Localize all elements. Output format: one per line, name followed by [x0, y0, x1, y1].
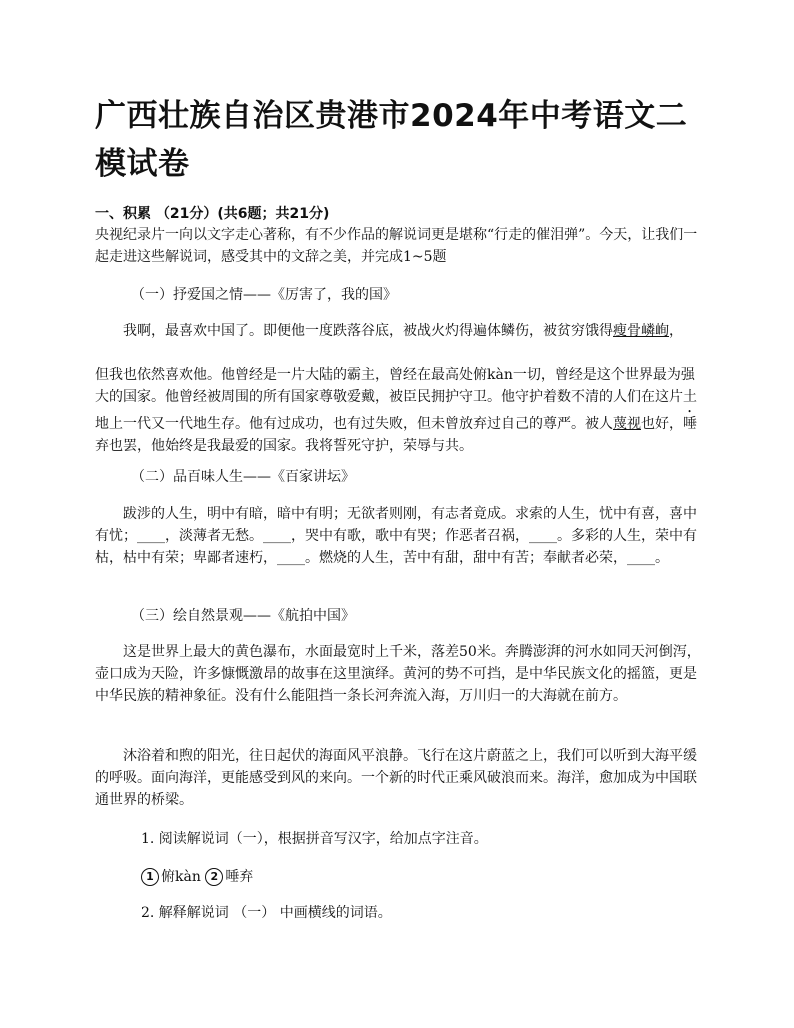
- circle-number-2: 2: [205, 868, 223, 886]
- part3-heading: （三）绘自然景观——《航拍中国》: [131, 608, 355, 624]
- part1-paragraph2: [95, 364, 703, 457]
- part1-text-c: 但我也依然喜欢他。他曾经是一片大陆的霸主，曾经在最高处俯kàn一切，曾经是这个世界最为强大的国家。他曾经被周围的所有国家尊敬爱戴，被臣民拥护守卫。他守护着数不清的人们在这片土地上一代又一代地生存。他有过成功，也有过失败，但未曾放弃过自己的尊严。被人: [95, 367, 697, 432]
- part2-paragraph: 跋涉的人生，明中有暗，暗中有明；无欲者则刚，有志者竟成。求索的人生，忧中有喜，喜中有忧；____，淡薄者无愁。____，哭中有歌，歌中有哭；作恶者召祸，____。多彩的人生，荣中有枯，枯中有荣；卑鄙者速朽，____。燃烧的人生，苦中有甜，甜中有苦；奉献者必荣，____。: [95, 506, 697, 566]
- underlined-word-1: 瘦骨嶙峋: [613, 323, 669, 339]
- part1-text-b: ，: [669, 323, 683, 339]
- part1-text-d: 也好，: [641, 416, 683, 432]
- part3-paragraph2: 沐浴着和煦的阳光，往日起伏的海面风平浪静。飞行在这片蔚蓝之上，我们可以听到大海平缓的呼吸。面向海洋，更能感受到风的来向。一个新的时代正乘风破浪而来。海洋，愈加成为中国联通世界的桥梁。: [95, 748, 697, 808]
- underlined-word-2: 蔑视: [613, 416, 641, 432]
- item-1-text: 俯kàn: [161, 869, 201, 885]
- part1-text-a: 我啊，最喜欢中国了。即便他一度跌落谷底，被战火灼得遍体鳞伤，被贫穷饿得: [123, 323, 613, 339]
- item-2-text: 唾弃: [225, 869, 254, 885]
- part1-heading: （一）抒爱国之情——《厉害了，我的国》: [131, 287, 397, 303]
- circle-number-1: 1: [141, 868, 159, 886]
- part3-paragraph1: 这是世界上最大的黄色瀑布，水面最宽时上千米，落差50米。奔腾澎湃的河水如同天河倒泻，壶口成为天险，许多慷慨激昂的故事在这里演绎。黄河的势不可挡，是中华民族文化的摇篮，更是中华民族的精神象征。没有什么能阻挡一条长河奔流入海，万川归一的大海就在前方。: [95, 644, 701, 704]
- question-1: 1. 阅读解说词（一），根据拼音写汉字，给加点字注音。: [141, 831, 488, 847]
- page-title: 广西壮族自治区贵港市2024年中考语文二模试卷: [95, 98, 688, 182]
- part1-text-e: 弃也罢，他始终是我最爱的国家。我将誓死守护，荣辱与共。: [95, 438, 473, 454]
- dotted-char: 唾: [683, 416, 697, 432]
- section-heading: 一、积累 （21分）(共6题；共21分): [95, 206, 330, 222]
- part2-heading: （二）品百味人生——《百家讲坛》: [131, 469, 355, 485]
- question-2: 2. 解释解说词 （一） 中画横线的词语。: [141, 905, 392, 921]
- section-intro: 央视纪录片一向以文字走心著称，有不少作品的解说词更是堪称“行走的催泪弹”。今天，让我们一起走进这些解说词，感受其中的文辞之美，并完成1~5题: [95, 227, 698, 265]
- question-1-items: [141, 866, 253, 888]
- part1-paragraph1: [95, 320, 703, 342]
